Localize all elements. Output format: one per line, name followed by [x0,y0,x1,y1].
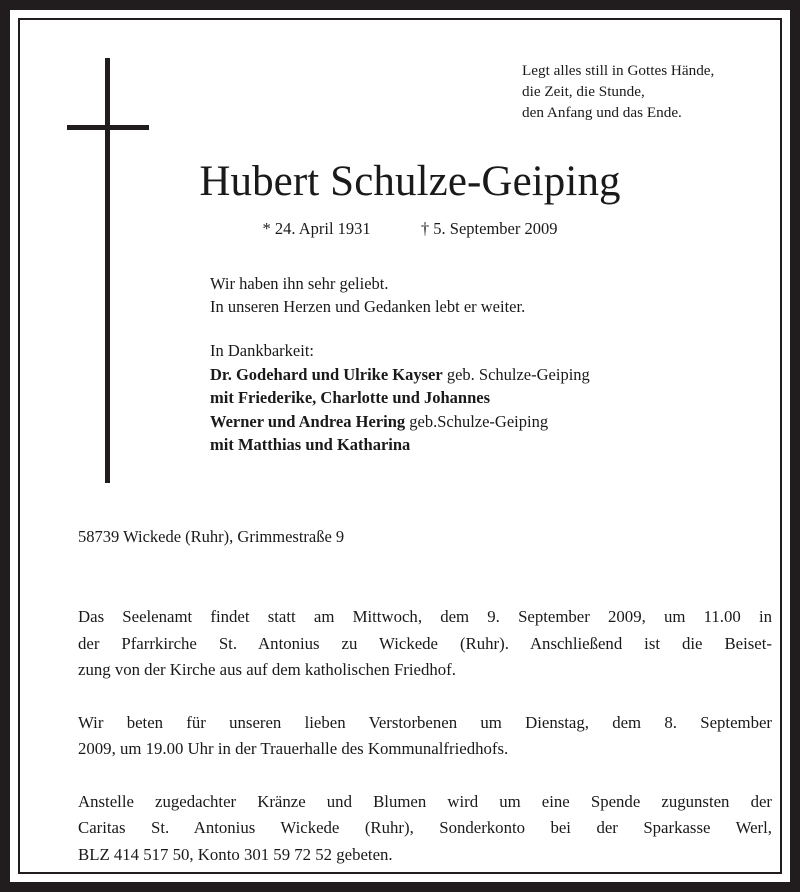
paragraph-service-line-3: zung von der Kirche aus auf dem katholischen Friedhof. [78,660,456,679]
epigraph-line-1: Legt alles still in Gottes Hände, [522,62,715,79]
family-parents-2-names: Werner und Andrea Hering [210,412,406,431]
family-group-2 [210,410,730,456]
epigraph-line-2: die Zeit, die Stunde, [522,83,645,100]
memorial-spacer [210,318,730,339]
service-details [78,604,772,868]
cross-vertical-stem [105,58,110,483]
epigraph-verse [522,60,792,123]
family-parents-1-names: Dr. Godehard und Ulrike Kayser [210,365,443,384]
paragraph-donation-line-2: Caritas St. Antonius Wickede (Ruhr), Sonderkonto bei der Sparkasse Werl, [78,818,772,837]
birth-date: * 24. April 1931 [262,219,371,238]
paragraph-prayer [78,710,772,763]
family-parents-2 [210,410,730,433]
epigraph-line-3: den Anfang und das Ende. [522,104,682,121]
paragraph-donation-line-3: BLZ 414 517 50, Konto 301 59 72 52 gebeten. [78,844,393,864]
family-group-1 [210,363,730,409]
notice-canvas [20,20,800,892]
paragraph-donation-line-1: Anstelle zugedachter Kränze und Blumen wird um eine Spende zugunsten der [78,791,772,811]
family-parents-1 [210,363,730,386]
family-parents-1-maiden: geb. Schulze-Geiping [442,365,590,384]
christian-cross-icon [57,58,157,483]
family-children-1: mit Friederike, Charlotte und Johannes [210,388,491,407]
memorial-block [210,272,730,456]
death-date: † 5. September 2009 [420,219,558,238]
gratitude-label: In Dankbarkeit: [210,341,315,360]
life-dates [20,218,800,240]
deceased-name: Hubert Schulze-Geiping [199,158,621,205]
inner-border-frame [18,18,782,874]
paragraph-prayer-line-2: 2009, um 19.00 Uhr in der Trauerhalle des Kommunalfriedhofs. [78,739,509,758]
memorial-line-1: Wir haben ihn sehr geliebt. [210,274,389,293]
paragraph-donation [78,789,772,869]
paragraph-service-line-1: Das Seelenamt findet statt am Mittwoch, dem 9. September 2009, um 11.00 in [78,607,772,626]
family-children-2: mit Matthias und Katharina [210,435,411,454]
paragraph-prayer-line-1: Wir beten für unseren lieben Verstorbenen um Dienstag, dem 8. September [78,712,772,732]
family-address: 58739 Wickede (Ruhr), Grimmestraße 9 [78,527,345,546]
paragraph-service [78,604,772,684]
paragraph-service-line-2: der Pfarrkirche St. Antonius zu Wickede (Ruhr). Anschließend ist die Beiset- [78,633,772,653]
family-parents-2-maiden: geb.Schulze-Geiping [405,412,549,431]
cross-horizontal-bar [67,125,149,130]
memorial-line-2: In unseren Herzen und Gedanken lebt er weiter. [210,297,526,316]
